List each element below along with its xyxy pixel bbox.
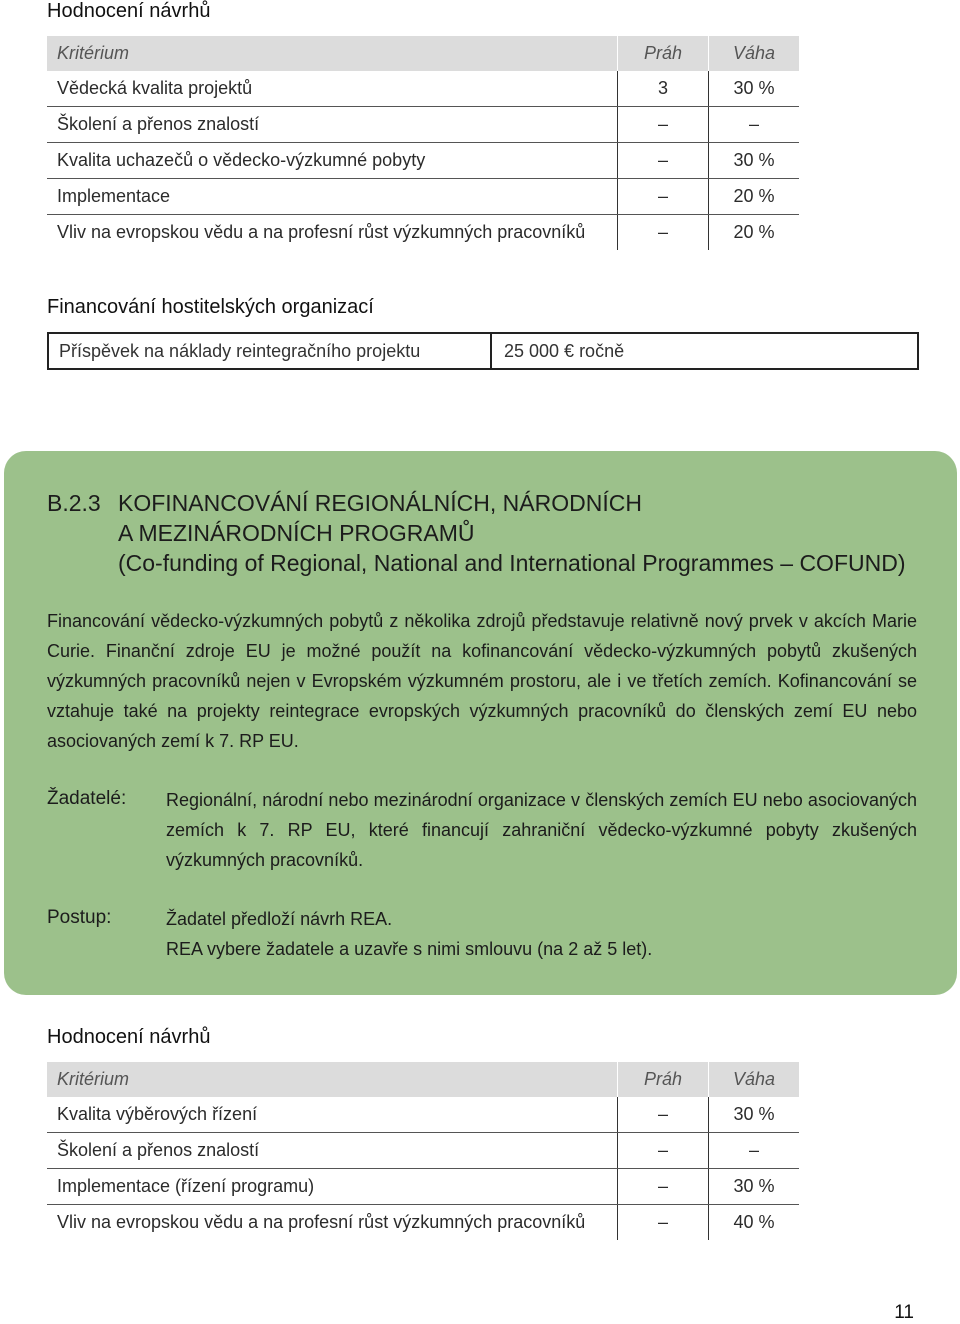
evaluation-table-2	[47, 1062, 799, 1240]
table-row	[47, 215, 799, 251]
cell-criterion: Vliv na evropskou vědu a na profesní růst výzkumných pracovníků	[47, 215, 618, 251]
cell-weight: 30 %	[709, 1097, 800, 1133]
page-number: 11	[894, 1302, 914, 1323]
programme-title-line3: (Co-funding of Regional, National and International Programmes – COFUND)	[118, 550, 906, 576]
cell-criterion: Kvalita uchazečů o vědecko-výzkumné pobyty	[47, 143, 618, 179]
funding-box	[47, 332, 919, 370]
cell-weight: 30 %	[709, 71, 800, 107]
funding-label: Příspěvek na náklady reintegračního projektu	[49, 334, 492, 368]
cell-weight: –	[709, 1133, 800, 1169]
cell-threshold: –	[618, 1205, 709, 1241]
cell-threshold: –	[618, 143, 709, 179]
cell-weight: 30 %	[709, 143, 800, 179]
applicants-block	[166, 785, 917, 875]
applicants-label: Žadatelé:	[47, 788, 127, 809]
table-row	[47, 71, 799, 107]
evaluation-title: Hodnocení návrhů	[47, 0, 211, 22]
programme-number: B.2.3	[47, 490, 101, 516]
table-row	[47, 1169, 799, 1205]
cell-criterion: Školení a přenos znalostí	[47, 1133, 618, 1169]
cell-threshold: –	[618, 215, 709, 251]
header-criterion: Kritérium	[47, 36, 618, 71]
programme-title-line1: KOFINANCOVÁNÍ REGIONÁLNÍCH, NÁRODNÍCH	[118, 490, 642, 516]
table-row	[47, 107, 799, 143]
cell-criterion: Implementace (řízení programu)	[47, 1169, 618, 1205]
cell-threshold: –	[618, 1097, 709, 1133]
programme-description-block	[47, 606, 917, 756]
header-weight: Váha	[709, 36, 800, 71]
applicants-text: Regionální, národní nebo mezinárodní organizace v členských zemích EU nebo asociovaných zemích k 7. RP EU, které financují zahraniční vědecko-výzkumné pobyty zkušených výzkumných pracovníků.	[166, 790, 917, 870]
header-threshold: Práh	[618, 1062, 709, 1097]
cell-criterion: Kvalita výběrových řízení	[47, 1097, 618, 1133]
cell-criterion: Školení a přenos znalostí	[47, 107, 618, 143]
header-threshold: Práh	[618, 36, 709, 71]
funding-value: 25 000 € ročně	[504, 341, 625, 361]
table-header-row	[47, 36, 799, 71]
table-row	[47, 1097, 799, 1133]
cell-criterion: Vědecká kvalita projektů	[47, 71, 618, 107]
procedure-block	[166, 904, 917, 964]
programme-heading	[47, 488, 905, 578]
cell-threshold: 3	[618, 71, 709, 107]
table-header-row	[47, 1062, 799, 1097]
cell-threshold: –	[618, 179, 709, 215]
cell-weight: 40 %	[733, 1212, 775, 1232]
table-row	[47, 179, 799, 215]
evaluation-title-2: Hodnocení návrhů	[47, 1026, 211, 1048]
header-weight: Váha	[709, 1062, 800, 1097]
cell-threshold: –	[618, 107, 709, 143]
cell-weight: 20 %	[709, 179, 800, 215]
cell-threshold: –	[618, 1133, 709, 1169]
funding-title: Financování hostitelských organizací	[47, 296, 374, 318]
table-row	[47, 1133, 799, 1169]
programme-title-line2: A MEZINÁRODNÍCH PROGRAMŮ	[118, 520, 475, 546]
evaluation-table	[47, 36, 799, 250]
cell-criterion: Vliv na evropskou vědu a na profesní růst výzkumných pracovníků	[47, 1205, 618, 1241]
cell-weight: –	[709, 107, 800, 143]
cell-weight: 30 %	[709, 1169, 800, 1205]
procedure-label: Postup:	[47, 907, 112, 928]
table-row	[47, 143, 799, 179]
procedure-line1: Žadatel předloží návrh REA.	[166, 909, 393, 929]
cell-criterion: Implementace	[47, 179, 618, 215]
cell-threshold: –	[618, 1169, 709, 1205]
programme-description: Financování vědecko-výzkumných pobytů z několika zdrojů představuje relativně nový prvek v akcích Marie Curie. Finanční zdroje EU je možné použít na kofinancování vědecko-výzkumných pobytů zkušených výzkumných pracovníků nejen v Evropském výzkumném prostoru, ale i ve třetích zemích. Kofinancování se vztahuje také na projekty reintegrace evropských výzkumných pracovníků do členských zemí EU nebo asociovaných zemí k 7. RP EU.	[47, 611, 917, 751]
table-row	[47, 1205, 799, 1241]
cell-weight: 20 %	[733, 222, 775, 242]
header-criterion: Kritérium	[47, 1062, 618, 1097]
procedure-line2: REA vybere žadatele a uzavře s nimi smlouvu (na 2 až 5 let).	[166, 939, 653, 959]
